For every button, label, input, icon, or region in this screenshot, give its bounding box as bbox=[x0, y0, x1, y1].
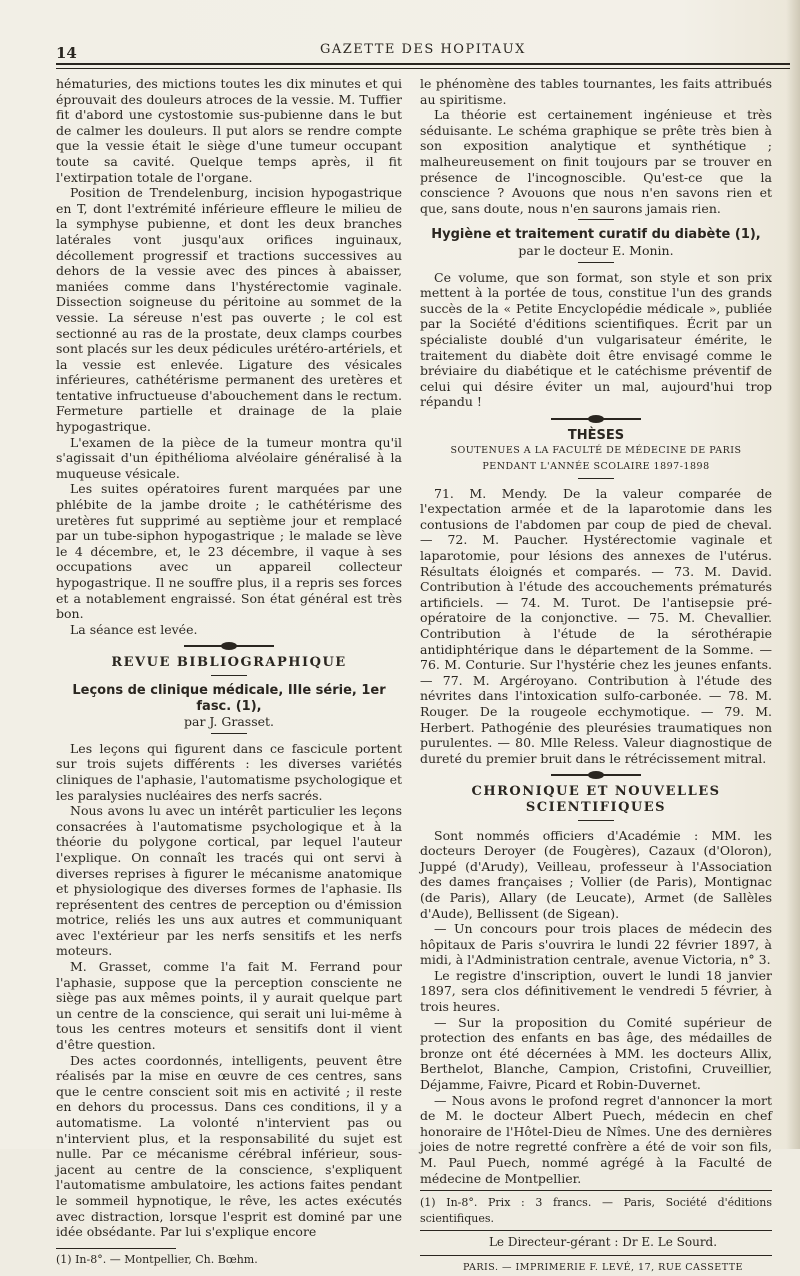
paragraph: — Nous avons le profond regret d'annoncer la mort de M. le docteur Albert Puech, médecin en chef honoraire de l'Hôtel-Dieu de Nîmes. Une des dernières joies de notre regretté confrère a été de voir son fils, M. Paul Puech, nommé agrégé à la Faculté de médecine de Montpellier. bbox=[420, 1092, 772, 1186]
section-separator bbox=[551, 418, 641, 420]
short-rule bbox=[578, 820, 614, 821]
book-author: par le docteur E. Monin. bbox=[518, 242, 674, 258]
header-rule-thick bbox=[56, 63, 790, 65]
printer-imprint: PARIS. — IMPRIMERIE F. LEVÉ, 17, RUE CASSETTE bbox=[463, 1261, 743, 1273]
theses-subtitle: SOUTENUES A LA FACULTÉ DE MÉDECINE DE PARIS bbox=[450, 445, 742, 457]
paragraph: le phénomène des tables tournantes, les faits attribués au spiritisme. bbox=[420, 76, 772, 107]
section-separator bbox=[551, 774, 641, 776]
page-number: 14 bbox=[56, 44, 77, 62]
book-title: Hygiène et traitement curatif du diabète (1), bbox=[431, 227, 761, 243]
paragraph: M. Grasset, comme l'a fait M. Ferrand pour l'aphasie, suppose que la perception consciente ne siège pas aux mêmes points, il y aurait quelque part un centre de la conscience, qui serait uni lui-même à tous les centres moteurs et sensitifs dont il vient d'être question. bbox=[56, 959, 402, 1053]
paragraph: Nous avons lu avec un intérêt particulier les leçons consacrées à l'automatisme psychologique et à la théorie du polygone cortical, par lequel l'auteur l'explique. On connaît les tracés qui ont servi à diverses reprises à figurer le mécanisme anatomique et physiologique des diverses formes de l'aphasie. Ils représentent des centres de perception ou d'émission motrice, reliés les uns aux autres et communiquant avec l'extérieur par les nerfs sensitifs et les nerfs moteurs. bbox=[56, 803, 402, 959]
section-title-revue: REVUE BIBLIOGRAPHIQUE bbox=[111, 655, 347, 671]
paragraph: L'examen de la pièce de la tumeur montra qu'il s'agissait d'un épithélioma alvéolaire généralisé à la muqueuse vésicale. bbox=[56, 434, 402, 481]
paragraph: hématuries, des mictions toutes les dix minutes et qui éprouvait des douleurs atroces de la vessie. M. Tuffier fit d'abord une cystostomie sus-pubienne dans le but de calmer les douleurs. Il put alors se rendre compte que la vessie était le siège d'une tumeur occupant toute sa cavité. Quelque temps après, il fit l'extirpation totale de l'organe. bbox=[56, 76, 402, 185]
theses-list: 71. M. Mendy. De la valeur comparée de l'expectation armée et de la laparotomie dans les contusions de l'abdomen par coup de pied de cheval. — 72. M. Paucher. Hystérectomie vaginale et laparotomie, pour lésions des annexes de l'utérus. Résultats éloignés et comparés. — 73. M. David. Contribution à l'étude des accouchements prématurés artificiels. — 74. M. Turot. De l'antisepsie pré-opératoire de la conjonctive. — 75. M. Chevallier. Contribution à l'étude de la sérothérapie antidiphtérique dans le département de la Somme. — 76. M. Conturie. Sur l'hystérie chez les jeunes enfants. — 77. M. Argéroyano. Contribution à l'étude des névrites dans l'intoxication sulfo-carbonée. — 78. M. Rouger. De la rougeole ecchymotique. — 79. M. Herbert. Pathogénie des pleurésies traumatiques non purulentes. — 80. Mlle Reless. Valeur diagnostique de dureté du premier bruit dans le rétrécissement mitral. bbox=[420, 485, 772, 766]
paragraph: Les suites opératoires furent marquées par une phlébite de la jambe droite ; le cathétérisme des uretères fut supprimé au septième jour et remplacé par un tube-siphon hypogastrique ; le malade se lève le 4 décembre, et, le 23 décembre, il vaque à ses occupations avec un appareil collecteur hypogastrique. Il ne souffre plus, il a repris ses forces et a notablement engraissé. Son état général est très bon. bbox=[56, 481, 402, 622]
paragraph: La théorie est certainement ingénieuse et très séduisante. Le schéma graphique se prête très bien à son exposition analytique et synthétique ; malheureusement on finit toujours par se trouver en présence de l'incognoscible. Qu'est-ce que la conscience ? Avouons que nous n'en savons rien et que, sans doute, nous n'en saurons jamais rien. bbox=[420, 107, 772, 216]
footnote: (1) In-8°. — Montpellier, Ch. Bœhm. bbox=[56, 1252, 258, 1266]
page-edge-shadow bbox=[786, 0, 800, 1149]
right-column bbox=[420, 76, 772, 1276]
theses-subtitle: PENDANT L'ANNÉE SCOLAIRE 1897-1898 bbox=[482, 461, 710, 473]
paragraph: La séance est levée. bbox=[70, 621, 198, 637]
footnote-rule bbox=[56, 1248, 176, 1249]
paragraph: — Sur la proposition du Comité supérieur de protection des enfants en bas âge, des médailles de bronze ont été décernées à MM. les docteurs Allix, Berthelot, Blanche, Campion, Cristofini, Cruveillier, Déjamme, Faivre, Picard et Robin-Duvernet. bbox=[420, 1014, 772, 1093]
short-rule bbox=[211, 733, 247, 734]
short-rule bbox=[578, 219, 614, 220]
paragraph: Sont nommés officiers d'Académie : MM. les docteurs Deroyer (de Fougères), Cazaux (d'Oloron), Juppé (d'Arudy), Veilleau, professeur à l'Association des dames françaises ; Vollier (de Paris), Montignac (de Paris), Allary (de Leucate), Armet (de Sallèles d'Aude), Bellissent (de Sigean). bbox=[420, 827, 772, 921]
short-rule bbox=[578, 262, 614, 263]
paragraph: — Un concours pour trois places de médecin des hôpitaux de Paris s'ouvrira le lundi 22 février 1897, à midi, à l'Administration centrale, avenue Victoria, n° 3. bbox=[420, 921, 772, 968]
running-title: GAZETTE DES HOPITAUX bbox=[320, 42, 526, 57]
director-signature: Le Directeur-gérant : Dr E. Le Sourd. bbox=[488, 1235, 718, 1250]
section-separator bbox=[184, 645, 274, 647]
left-column bbox=[56, 76, 402, 1267]
header-rule-thin bbox=[56, 68, 790, 69]
rule bbox=[420, 1255, 772, 1256]
paragraph: Des actes coordonnés, intelligents, peuvent être réalisés par la mise en œuvre de ces centres, sans que le centre conscient soit mis en activité ; il reste en dehors du processus. Dans ces conditions, il y a automatisme. La volonté n'intervient pas ou n'intervient plus, et la responsabilité du sujet est nulle. Par ce mécanisme cérébral inférieur, sous-jacent au centre de la conscience, s'expliquent l'automatisme ambulatoire, les actions faites pendant le sommeil hypnotique, le rêve, les actes exécutés avec distraction, lorsque l'esprit est dominé par une idée obsédante. Par lui s'explique encore bbox=[56, 1052, 402, 1240]
short-rule bbox=[578, 478, 614, 479]
rule bbox=[420, 1230, 772, 1231]
paragraph: Position de Trendelenburg, incision hypogastrique en T, dont l'extrémité inférieure effleure le milieu de la symphyse pubienne, et dont les deux branches latérales vont jusqu'aux orifices inguinaux, décollement progressif et tractions successives au dehors de la vessie avec des pinces à abaisser, maniées comme dans l'hystérectomie vaginale. Dissection soigneuse du péritoine au sommet de la vessie. La séreuse n'est pas ouverte ; le col est sectionné au ras de la prostate, deux clamps courbes sont placés sur les deux pédicules urétéro-artériels, et la vessie est enlevée. Ligature des vésicales inférieures, cathétérisme permanent des uretères et tentative infructueuse d'abouchement dans le rectum. Fermeture partielle et drainage de la plaie hypogastrique. bbox=[56, 185, 402, 435]
paragraph: Les leçons qui figurent dans ce fascicule portent sur trois sujets différents : les diverses variétés cliniques de l'aphasie, l'automatisme psychologique et les paralysies nucléaires des nerfs sacrés. bbox=[56, 740, 402, 803]
short-rule bbox=[211, 675, 247, 676]
book-author: par J. Grasset. bbox=[183, 714, 275, 730]
section-title-theses: THÈSES bbox=[567, 427, 625, 443]
section-title-chronique: CHRONIQUE ET NOUVELLES SCIENTIFIQUES bbox=[471, 784, 721, 815]
footnote: (1) In-8°. Prix : 3 francs. — Paris, Société d'éditions scientifiques. bbox=[420, 1196, 772, 1225]
paragraph: Le registre d'inscription, ouvert le lundi 18 janvier 1897, sera clos définitivement le vendredi 5 février, à trois heures. bbox=[420, 967, 772, 1015]
paragraph: Ce volume, que son format, son style et son prix mettent à la portée de tous, constitue l'un des grands succès de la « Petite Encyclopédie médicale », publiée par la Société d'éditions scientifiques. Écrit par un spécialiste doublé d'un vulgarisateur émérite, le traitement du diabète doit être envisagé comme le bréviaire du diabétique et le catéchisme préventif de celui qui désire éviter un mal, aujourd'hui trop répandu ! bbox=[420, 269, 772, 410]
book-title: Leçons de clinique médicale, IIIe série, 1er fasc. (1), bbox=[72, 682, 386, 714]
footnote-rule bbox=[420, 1190, 772, 1191]
